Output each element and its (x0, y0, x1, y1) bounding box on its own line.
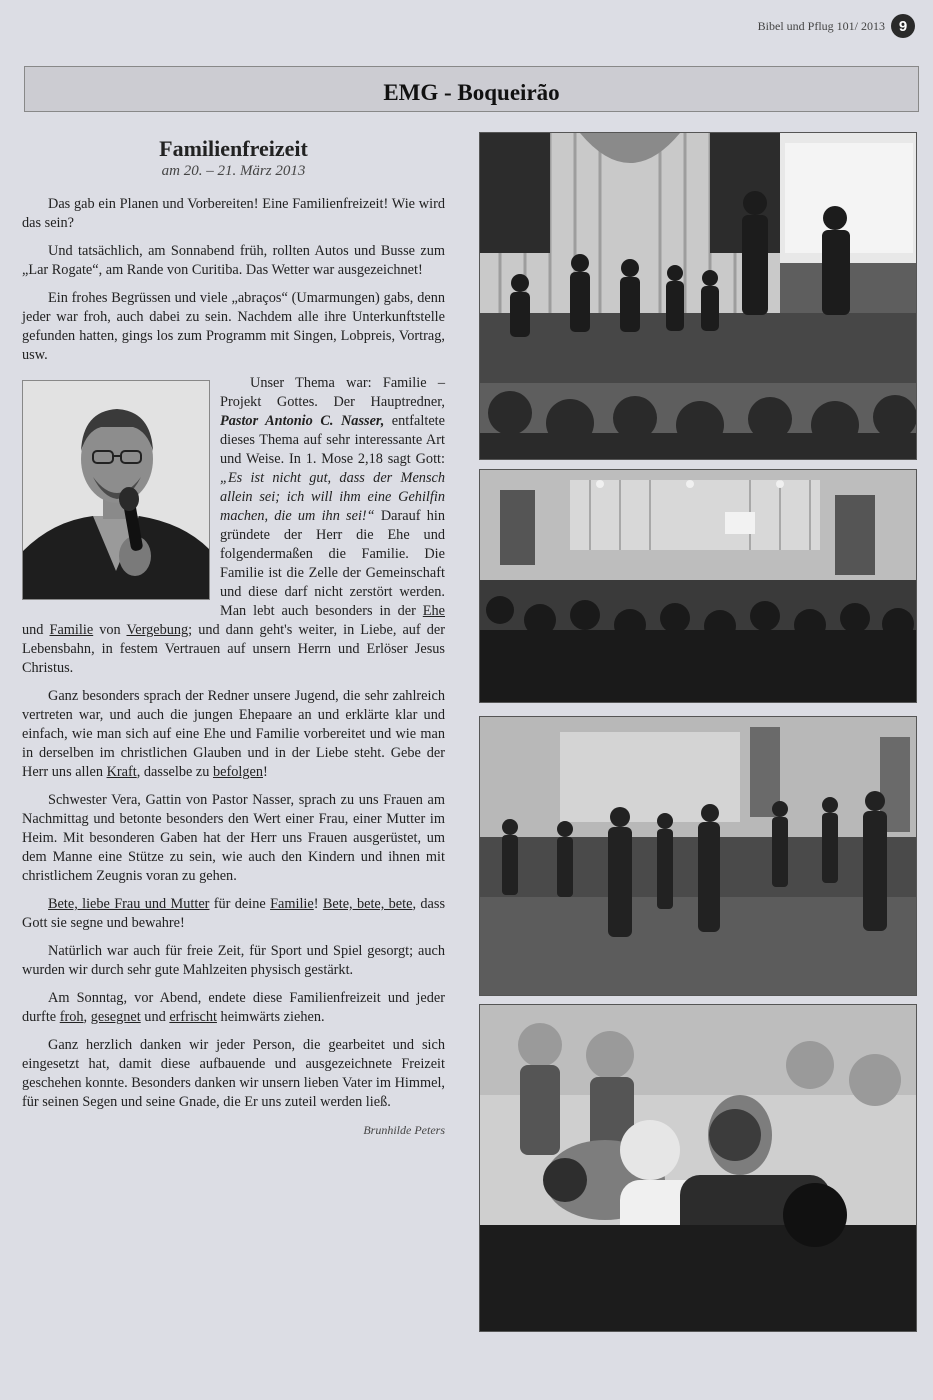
page-header (758, 14, 915, 38)
photo-stage-children (479, 132, 917, 460)
paragraph-7-text-d: , dass Gott sie segne und bewahre! (22, 896, 446, 931)
underlined-gesegnet: gesegnet (90, 1009, 141, 1025)
underlined-bete: Bete, bete, bete (322, 896, 413, 912)
paragraph-7-text-b: für deine (209, 896, 271, 912)
paragraph-5-text-b: , dasselbe zu (136, 764, 213, 780)
paragraph-3: Ein frohes Begrüssen und viele „abraços“ (Umarmungen) gabs, denn jeder war froh, auch dabei zu sein. Nachdem alle ihre Unterkunftstelle gefunden hatten, gings los zum Programm mit Singen, Lobpreis, Vortrag, usw. (22, 290, 445, 363)
photo-hall-audience (479, 469, 917, 703)
paragraph-4-von: von (93, 622, 127, 638)
paragraph-4-text-a: Unser Thema war: Familie – Projekt Gottes. Der Hauptredner, (220, 375, 445, 410)
paragraph-9-comma: , (83, 1009, 91, 1025)
section-title: EMG - Boqueirão (383, 80, 560, 105)
underlined-bete-frau: Bete, liebe Frau und Mutter (48, 896, 210, 912)
page-number: 9 (891, 14, 915, 38)
underlined-vergebung: Vergebung (126, 622, 189, 638)
paragraph-8: Natürlich war auch für freie Zeit, für Sport und Spiel gesorgt; auch wurden wir durch sehr gute Mahlzeiten physisch gestärkt. (22, 943, 445, 978)
paragraph-5-text-a: Ganz besonders sprach der Redner unsere Jugend, die sehr zahlreich vertreten war, und auch die jungen Ehepaare an und erklärte klar und einfach, wie man sich auf eine Ehe und Familie vorbereitet und wie man in derselben im christlichen Glauben und in der Liebe steht. Gebe der Herr uns allen (22, 688, 445, 780)
underlined-befolgen: befolgen (212, 764, 263, 780)
underlined-familie: Familie (49, 622, 94, 638)
paragraph-9 (22, 989, 445, 1027)
article-column (22, 136, 445, 1140)
underlined-familie-2: Familie (270, 896, 314, 912)
paragraph-9-text-b: heimwärts ziehen. (216, 1009, 325, 1025)
photo-youth-group (479, 1004, 917, 1332)
paragraph-5-text-c: ! (263, 764, 268, 780)
paragraph-1: Das gab ein Planen und Vorbereiten! Eine Familienfreizeit! Wie wird das sein? (22, 196, 445, 231)
bible-quote: „Es ist nicht gut, dass der Mensch allein sei; ich will ihm eine Gehilfin machen, die um ihn sei!“ (220, 470, 445, 524)
paragraph-10: Ganz herzlich danken wir jeder Person, die gearbeitet und sich eingesetzt hat, damit diese aufbauende und ausgezeichnete Freizeit geschehen konnte. Besonders danken wir unsern lieben Vater im Himmel, für seinen Segen und seine Gnade, die Er uns zuteil werden ließ. (22, 1037, 445, 1110)
section-banner (24, 66, 919, 112)
paragraph-7 (22, 895, 445, 933)
paragraph-5 (22, 687, 445, 782)
article-date: am 20. – 21. März 2013 (161, 163, 306, 179)
paragraph-9-text-a: Am Sonntag, vor Abend, endete diese Familienfreizeit und jeder durfte (22, 990, 445, 1025)
paragraph-4-text-c: Darauf hin gründete der Herr die Ehe und folgendermaßen die Familie. Die Familie ist die Zelle der Gemeinschaft und diese darf nicht zerstört werden. Man lebt auch besonders in der (220, 508, 445, 619)
underlined-kraft: Kraft (106, 764, 137, 780)
paragraph-6: Schwester Vera, Gattin von Pastor Nasser, sprach zu uns Frauen am Nachmittag und betonte besonders den Wert einer Frau, einer Mutter im Heim. Mit besonderen Gaben hat der Herr uns Frauen ausgerüstet, um dem Manne eine Stütze zu sein, wie auch den Kindern und ihnen mit christlichem Zeugnis voran zu gehen. (22, 792, 445, 884)
paragraph-7-text-c: ! (313, 896, 323, 912)
paragraph-9-und: und (140, 1009, 170, 1025)
article-title: Familienfreizeit (159, 136, 308, 161)
underlined-froh: froh (59, 1009, 84, 1025)
paragraph-2: Und tatsächlich, am Sonnabend früh, rollten Autos und Busse zum „Lar Rogate“, am Rande von Curitiba. Das Wetter war ausgezeichnet! (22, 243, 445, 278)
paragraph-4-text-b: entfaltete dieses Thema auf sehr interessante Art und Weise. In 1. Mose 2,18 sagt Gott: (220, 413, 445, 467)
author-signature: Brunhilde Peters (363, 1123, 445, 1137)
photo-circle-dance (479, 716, 917, 996)
underlined-ehe: Ehe (422, 603, 445, 619)
speaker-portrait (22, 380, 210, 600)
speaker-name: Pastor Antonio C. Nasser, (220, 413, 385, 429)
paragraph-4-text-d: ; und dann geht's weiter, in Liebe, auf der Lebensbahn, in festem Vertrauen auf unsern Herrn und Erlöser Jesus Christus. (22, 622, 445, 676)
underlined-erfrischt: erfrischt (169, 1009, 217, 1025)
paragraph-4-und: und (22, 622, 50, 638)
issue-label: Bibel und Pflug 101/ 2013 (757, 18, 885, 33)
